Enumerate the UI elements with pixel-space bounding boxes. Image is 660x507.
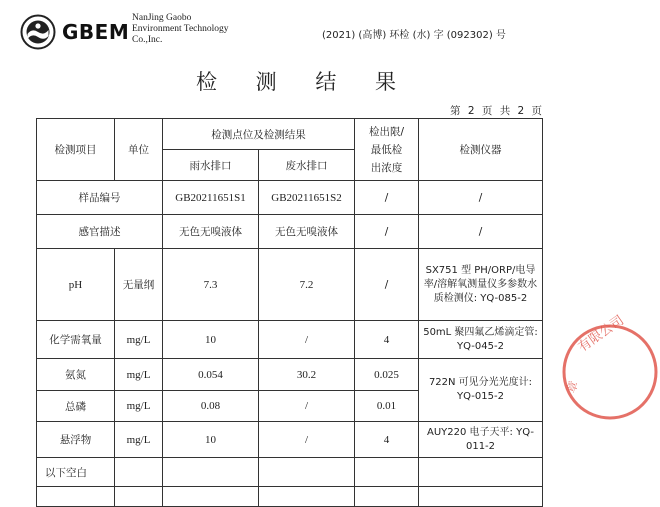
header-unit: 单位 [115, 119, 163, 181]
header-instrument: 检测仪器 [419, 119, 543, 181]
results-table [36, 118, 543, 507]
cell-value-2: / [259, 391, 355, 422]
cell-item: 化学需氧量 [37, 321, 115, 359]
cell-unit: mg/L [115, 359, 163, 391]
cell-instrument: / [419, 181, 543, 215]
cell-value-2: / [259, 321, 355, 359]
cell-item: pH [37, 249, 115, 321]
table-row [37, 215, 543, 249]
cell-item: 以下空白 [37, 458, 115, 487]
cell-limit: 0.025 [355, 359, 419, 391]
cell-limit: 4 [355, 422, 419, 458]
cell-value-1: 10 [163, 422, 259, 458]
cell-value-2: / [259, 422, 355, 458]
cell-value-2 [259, 458, 355, 487]
table-row [37, 487, 543, 507]
cell-unit: mg/L [115, 422, 163, 458]
header-limit: 检出限/ 最低检 出浓度 [355, 119, 419, 181]
table-row [37, 249, 543, 321]
cell-limit: / [355, 215, 419, 249]
cell-item: 氨氮 [37, 359, 115, 391]
company-seal-icon [560, 313, 660, 422]
cell-value-1 [163, 458, 259, 487]
cell-value-2: GB20211651S2 [259, 181, 355, 215]
cell-value-2: 无色无嗅液体 [259, 215, 355, 249]
cell-value-1: 无色无嗅液体 [163, 215, 259, 249]
report-header [0, 0, 608, 60]
cell-value-1: GB20211651S1 [163, 181, 259, 215]
cell-value-1: 7.3 [163, 249, 259, 321]
table-row [37, 359, 543, 391]
table-row [37, 458, 543, 487]
cell-instrument: / [419, 215, 543, 249]
cell-value-1: 10 [163, 321, 259, 359]
cell-item: 悬浮物 [37, 422, 115, 458]
company-name: NanJing Gaobo Environment Technology Co.,Inc. [132, 13, 229, 45]
cell-value-1: 0.054 [163, 359, 259, 391]
cell-unit: mg/L [115, 321, 163, 359]
cell-item: 样品编号 [37, 181, 163, 215]
cell-limit: 4 [355, 321, 419, 359]
cell-limit [355, 458, 419, 487]
header-points: 检测点位及检测结果 [163, 119, 355, 150]
table-header-row [37, 119, 543, 150]
cell-instrument: SX751 型 PH/ORP/电导率/溶解氧测量仪多参数水质检测仪: YQ-085-2 [419, 249, 543, 321]
gbem-logo-icon [20, 14, 56, 50]
brand-name: GBEM [62, 20, 130, 44]
cell-unit: 无量纲 [115, 249, 163, 321]
table-row [37, 181, 543, 215]
cell-value-2: 7.2 [259, 249, 355, 321]
cell-limit: 0.01 [355, 391, 419, 422]
page-title: 检 测 结 果 [195, 70, 413, 94]
cell-unit: mg/L [115, 391, 163, 422]
header-point2: 废水排口 [259, 150, 355, 181]
cell-instrument: 722N 可见分光光度计: YQ-015-2 [419, 359, 543, 422]
cell-unit [115, 458, 163, 487]
report-number: (2021) (高博) 环检 (水) 字 (092302) 号 [322, 30, 506, 41]
header-point1: 雨水排口 [163, 150, 259, 181]
cell-value-1: 0.08 [163, 391, 259, 422]
cell-item: 感官描述 [37, 215, 163, 249]
page-indicator: 第 2 页 共 2 页 [450, 105, 545, 117]
cell-limit: / [355, 181, 419, 215]
svg-text:有限公司: 有限公司 [575, 313, 627, 356]
cell-item: 总磷 [37, 391, 115, 422]
header-item: 检测项目 [37, 119, 115, 181]
cell-instrument [419, 458, 543, 487]
table-row [37, 422, 543, 458]
table-row [37, 321, 543, 359]
cell-value-2: 30.2 [259, 359, 355, 391]
svg-text:章: 章 [563, 378, 581, 396]
cell-instrument: 50mL 聚四氟乙烯滴定管: YQ-045-2 [419, 321, 543, 359]
cell-instrument: AUY220 电子天平: YQ-011-2 [419, 422, 543, 458]
cell-limit: / [355, 249, 419, 321]
